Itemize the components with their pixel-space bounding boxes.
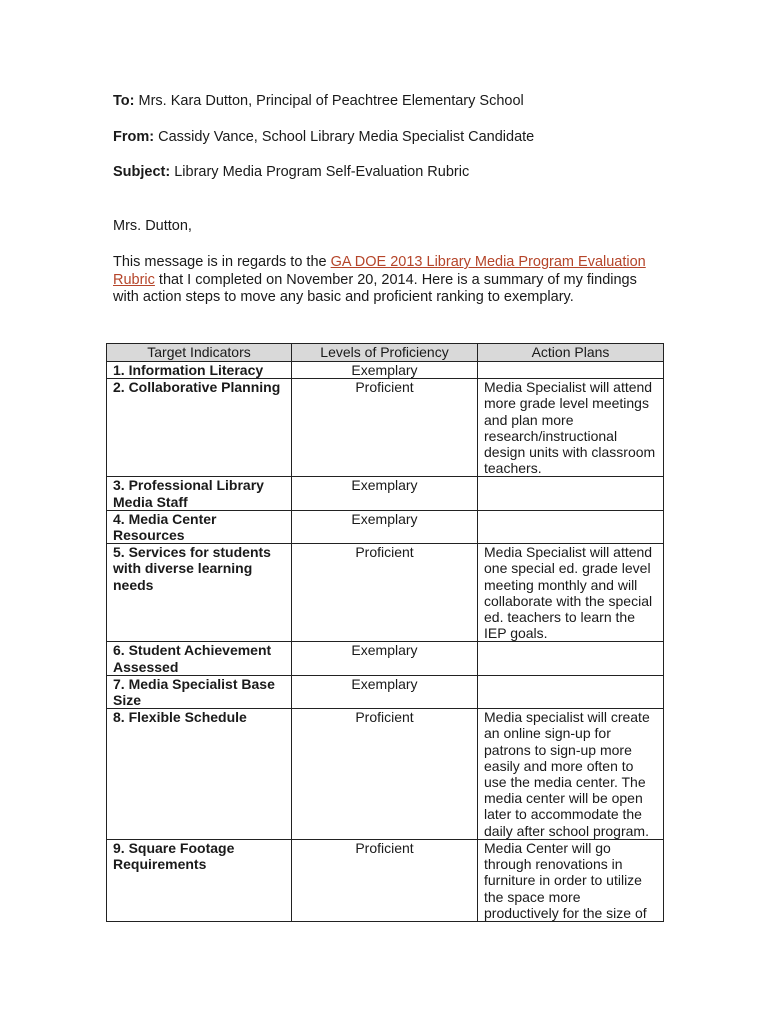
level-cell: Exemplary — [292, 477, 478, 510]
level-cell: Proficient — [292, 839, 478, 921]
level-cell: Proficient — [292, 544, 478, 642]
table-row — [107, 379, 664, 477]
action-cell — [478, 362, 664, 379]
salutation: Mrs. Dutton, — [113, 218, 192, 234]
table-row — [107, 642, 664, 675]
table-row — [107, 362, 664, 379]
subject-label: Subject: — [113, 164, 171, 180]
action-cell — [478, 510, 664, 543]
indicator-cell: 4. Media Center Resources — [107, 510, 292, 543]
table-row — [107, 839, 664, 921]
indicator-cell: 7. Media Specialist Base Size — [107, 675, 292, 708]
action-cell — [478, 675, 664, 708]
action-cell: Media Specialist will attend more grade level meetings and plan more research/instructional design units with classroom teachers. — [478, 379, 664, 477]
to-label: To: — [113, 93, 135, 109]
action-cell: Media Specialist will attend one special ed. grade level meeting monthly and will collaborate with the special ed. teachers to learn the IEP goals. — [478, 544, 664, 642]
indicator-cell: 1. Information Literacy — [107, 362, 292, 379]
header-target-indicators: Target Indicators — [107, 344, 292, 362]
to-line — [113, 93, 524, 110]
body-text-before: This message is in regards to the — [113, 254, 331, 270]
from-line — [113, 129, 534, 146]
from-label: From: — [113, 129, 155, 145]
level-cell: Exemplary — [292, 510, 478, 543]
level-cell: Proficient — [292, 379, 478, 477]
header-action-plans: Action Plans — [478, 344, 664, 362]
level-cell: Exemplary — [292, 642, 478, 675]
action-cell: Media specialist will create an online sign-up for patrons to sign-up more easily and more often to use the media center. The media center will be open later to accommodate the daily after school program. — [478, 709, 664, 840]
action-cell — [478, 642, 664, 675]
action-cell-text: Media Center will go through renovations in furniture in order to utilize the space more productively for the size of — [484, 839, 647, 921]
table-row — [107, 709, 664, 840]
indicator-cell: 8. Flexible Schedule — [107, 709, 292, 840]
to-value: Mrs. Kara Dutton, Principal of Peachtree Elementary School — [138, 93, 524, 109]
indicator-cell: 5. Services for students with diverse learning needs — [107, 544, 292, 642]
table-row — [107, 675, 664, 708]
header-levels-of-proficiency: Levels of Proficiency — [292, 344, 478, 362]
rubric-table — [106, 343, 664, 922]
action-cell — [478, 477, 664, 510]
table-row — [107, 544, 664, 642]
rubric-link[interactable]: GA DOE 2013 Library Media Program Evaluation Rubric — [113, 254, 646, 288]
indicator-cell: 9. Square Footage Requirements — [107, 839, 292, 921]
from-value: Cassidy Vance, School Library Media Specialist Candidate — [158, 129, 535, 145]
indicator-cell: 2. Collaborative Planning — [107, 379, 292, 477]
body-text-after: that I completed on November 20, 2014. Here is a summary of my findings with action steps to move any basic and proficient ranking to exemplary. — [113, 271, 637, 305]
body-paragraph — [113, 254, 653, 307]
action-cell — [478, 839, 664, 921]
indicator-cell: 6. Student Achievement Assessed — [107, 642, 292, 675]
level-cell: Exemplary — [292, 362, 478, 379]
table-header-row — [107, 344, 664, 362]
subject-value: Library Media Program Self-Evaluation Rubric — [174, 164, 470, 180]
table-row — [107, 477, 664, 510]
level-cell: Proficient — [292, 709, 478, 840]
level-cell: Exemplary — [292, 675, 478, 708]
subject-line — [113, 164, 469, 181]
table-row — [107, 510, 664, 543]
indicator-cell: 3. Professional Library Media Staff — [107, 477, 292, 510]
